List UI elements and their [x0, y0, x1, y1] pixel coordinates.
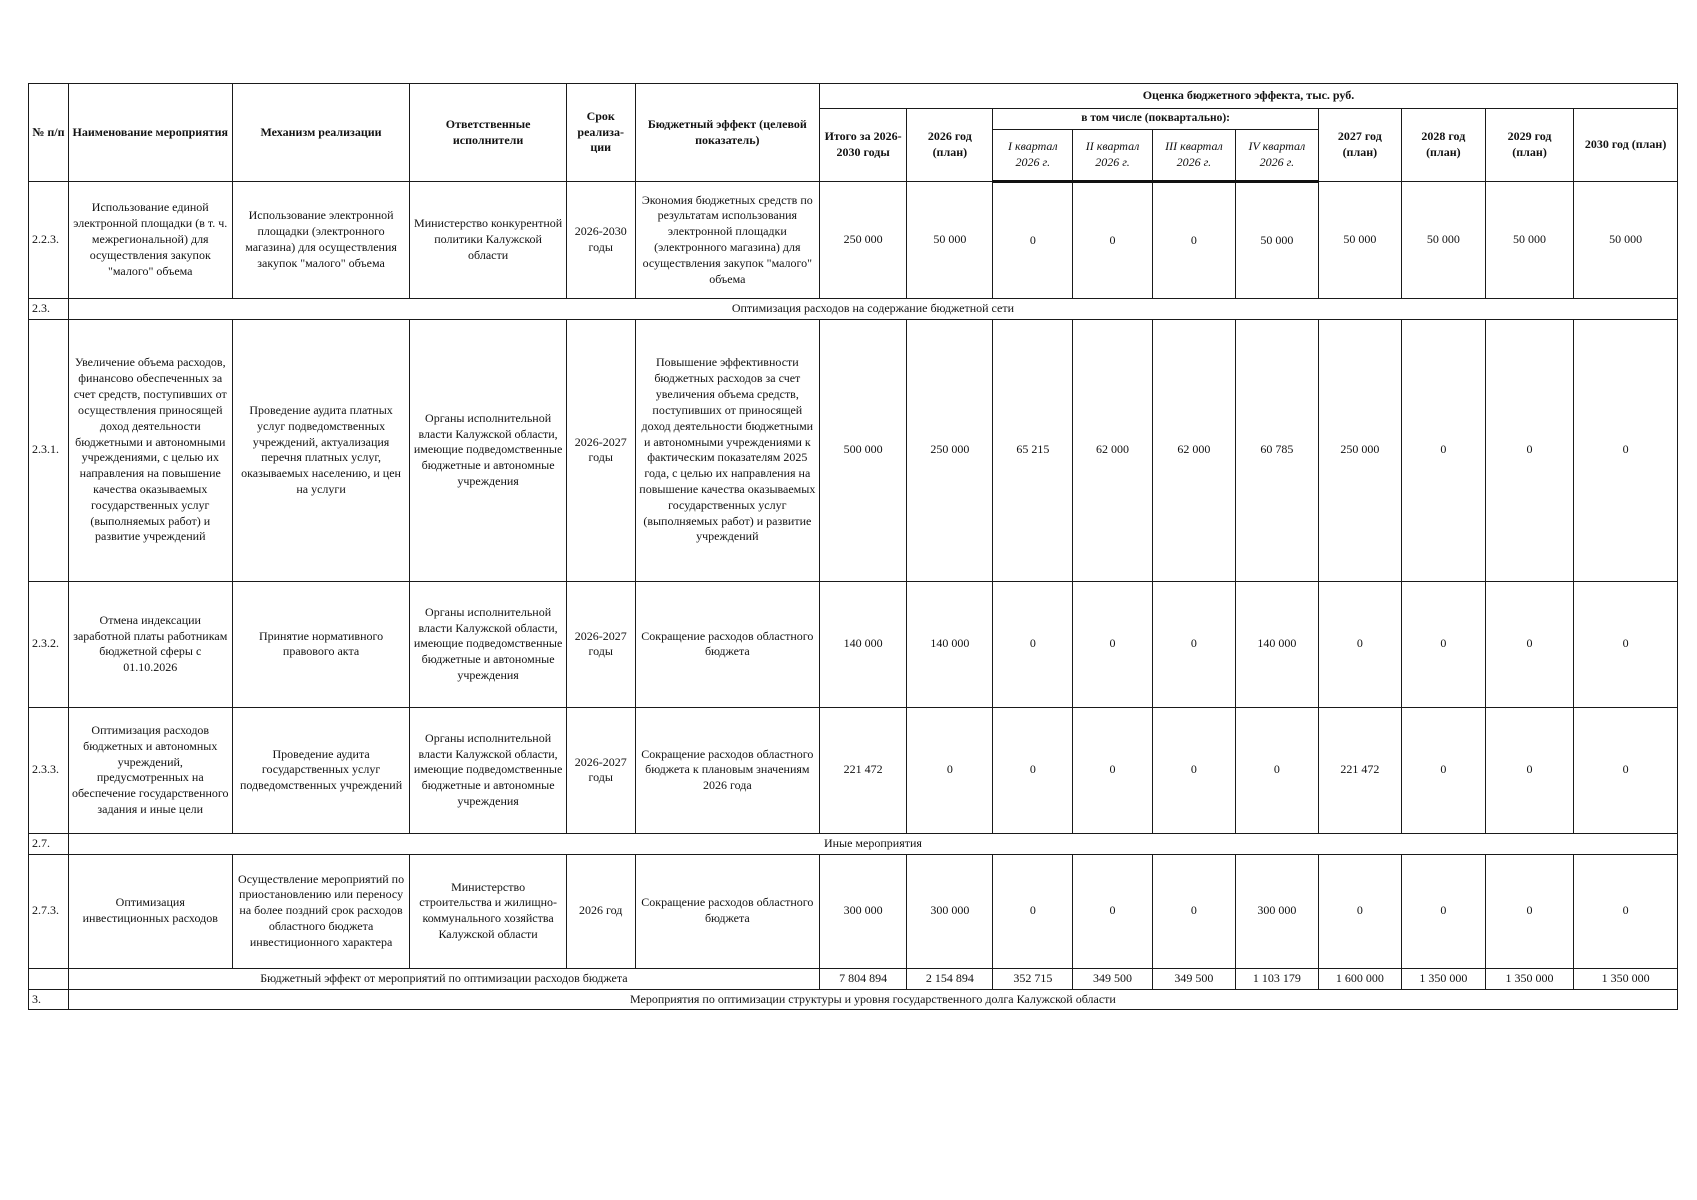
value-2029: 0	[1485, 319, 1573, 581]
table-row	[29, 319, 1678, 581]
header-total: Итого за 2026-2030 годы	[819, 109, 906, 182]
header-2029: 2029 год (план)	[1485, 109, 1573, 182]
value-2027: 50 000	[1318, 182, 1401, 299]
row-code: 2.3.2.	[29, 581, 69, 707]
header-q2: II квартал 2026 г.	[1073, 130, 1153, 182]
value-2029: 0	[1485, 854, 1573, 968]
section-code: 3.	[29, 989, 69, 1010]
row-term: 2026-2030 годы	[566, 182, 635, 299]
table-row	[29, 581, 1678, 707]
value-2026: 140 000	[907, 581, 993, 707]
row-term: 2026 год	[566, 854, 635, 968]
total-value-q3: 349 500	[1152, 968, 1235, 989]
value-q3: 0	[1152, 182, 1235, 299]
total-row	[29, 968, 1678, 989]
value-q3: 0	[1152, 854, 1235, 968]
value-2026: 300 000	[907, 854, 993, 968]
row-responsible: Органы исполнительной власти Калужской области, имеющие подведомственные бюджетные и автономные учреждения	[410, 581, 566, 707]
value-q2: 0	[1073, 581, 1153, 707]
header-q1: I квартал 2026 г.	[993, 130, 1073, 182]
value-q4: 50 000	[1235, 182, 1318, 299]
section-row	[29, 299, 1678, 320]
row-code: 2.3.3.	[29, 707, 69, 833]
row-effect: Сокращение расходов областного бюджета	[635, 854, 819, 968]
value-2029: 0	[1485, 707, 1573, 833]
section-row	[29, 833, 1678, 854]
section-code: 2.7.	[29, 833, 69, 854]
value-total: 250 000	[819, 182, 906, 299]
value-total: 300 000	[819, 854, 906, 968]
header-estimate: Оценка бюджетного эффекта, тыс. руб.	[819, 84, 1677, 109]
value-2026: 0	[907, 707, 993, 833]
header-2028: 2028 год (план)	[1401, 109, 1485, 182]
value-2028: 0	[1401, 854, 1485, 968]
value-2028: 0	[1401, 581, 1485, 707]
row-mechanism: Проведение аудита платных услуг подведомственных учреждений, актуализация перечня платных услуг, оказываемых населению, и цен на услуги	[232, 319, 410, 581]
total-value-q4: 1 103 179	[1235, 968, 1318, 989]
value-2030: 0	[1574, 707, 1678, 833]
row-code: 2.3.1.	[29, 319, 69, 581]
value-total: 221 472	[819, 707, 906, 833]
header-num: № п/п	[29, 84, 69, 182]
total-value-2027: 1 600 000	[1318, 968, 1401, 989]
header-q3: III квартал 2026 г.	[1152, 130, 1235, 182]
header-mechanism: Механизм реализации	[232, 84, 410, 182]
total-value-2029: 1 350 000	[1485, 968, 1573, 989]
value-2030: 0	[1574, 581, 1678, 707]
total-value-2028: 1 350 000	[1401, 968, 1485, 989]
row-name: Отмена индексации заработной платы работникам бюджетной сферы с 01.10.2026	[68, 581, 232, 707]
row-effect: Сокращение расходов областного бюджета	[635, 581, 819, 707]
value-q3: 62 000	[1152, 319, 1235, 581]
value-q2: 0	[1073, 707, 1153, 833]
row-responsible: Министерство строительства и жилищно-коммунального хозяйства Калужской области	[410, 854, 566, 968]
table-row	[29, 707, 1678, 833]
value-q1: 0	[993, 707, 1073, 833]
row-name: Использование единой электронной площадки (в т. ч. межрегиональной) для осуществления закупок "малого" объема	[68, 182, 232, 299]
header-2030: 2030 год (план)	[1574, 109, 1678, 182]
header-q4: IV квартал 2026 г.	[1235, 130, 1318, 182]
value-q2: 62 000	[1073, 319, 1153, 581]
row-mechanism: Использование электронной площадки (электронного магазина) для осуществления закупок "малого" объема	[232, 182, 410, 299]
row-mechanism: Принятие нормативного правового акта	[232, 581, 410, 707]
value-2026: 50 000	[907, 182, 993, 299]
section-code: 2.3.	[29, 299, 69, 320]
row-term: 2026-2027 годы	[566, 581, 635, 707]
header-quarterly: в том числе (поквартально):	[993, 109, 1318, 130]
value-q2: 0	[1073, 182, 1153, 299]
value-q4: 300 000	[1235, 854, 1318, 968]
value-2030: 50 000	[1574, 182, 1678, 299]
value-2028: 50 000	[1401, 182, 1485, 299]
value-q4: 60 785	[1235, 319, 1318, 581]
value-2027: 0	[1318, 854, 1401, 968]
header-term: Срок реализа-ции	[566, 84, 635, 182]
value-q1: 0	[993, 182, 1073, 299]
value-2030: 0	[1574, 319, 1678, 581]
value-q3: 0	[1152, 707, 1235, 833]
value-2026: 250 000	[907, 319, 993, 581]
value-2028: 0	[1401, 707, 1485, 833]
value-total: 500 000	[819, 319, 906, 581]
value-q1: 65 215	[993, 319, 1073, 581]
value-q2: 0	[1073, 854, 1153, 968]
row-effect: Сокращение расходов областного бюджета к плановым значениям 2026 года	[635, 707, 819, 833]
total-value-q2: 349 500	[1073, 968, 1153, 989]
total-value-2026: 2 154 894	[907, 968, 993, 989]
header-2027: 2027 год (план)	[1318, 109, 1401, 182]
value-2027: 221 472	[1318, 707, 1401, 833]
row-name: Оптимизация расходов бюджетных и автономных учреждений, предусмотренных на обеспечение государственного задания и иные цели	[68, 707, 232, 833]
section-row	[29, 989, 1678, 1010]
header-2026: 2026 год (план)	[907, 109, 993, 182]
row-effect: Повышение эффективности бюджетных расходов за счет увеличения объема средств, поступивших от приносящей доход деятельности бюджетными и автономными учреждениями к фактическим показателям 2025 года, с целью их направления на повышение качества оказываемых государственных услуг (выполняемых работ) и развитие учреждений	[635, 319, 819, 581]
section-title: Иные мероприятия	[68, 833, 1677, 854]
row-responsible: Органы исполнительной власти Калужской области, имеющие подведомственные бюджетные и автономные учреждения	[410, 707, 566, 833]
row-name: Увеличение объема расходов, финансово обеспеченных за счет средств, поступивших от осуществления приносящей доход деятельности бюджетными и автономными учреждениями, с целью их направления на повышение качества оказываемых государственных услуг (выполняемых работ) и развитие учреждений	[68, 319, 232, 581]
section-title: Оптимизация расходов на содержание бюджетной сети	[68, 299, 1677, 320]
value-2029: 0	[1485, 581, 1573, 707]
value-q1: 0	[993, 854, 1073, 968]
row-term: 2026-2027 годы	[566, 319, 635, 581]
table-row	[29, 182, 1678, 299]
header-effect: Бюджетный эффект (целевой показатель)	[635, 84, 819, 182]
row-name: Оптимизация инвестиционных расходов	[68, 854, 232, 968]
value-total: 140 000	[819, 581, 906, 707]
row-mechanism: Осуществление мероприятий по приостановлению или переносу на более поздний срок расходов областного бюджета инвестиционного характера	[232, 854, 410, 968]
row-responsible: Органы исполнительной власти Калужской области, имеющие подведомственные бюджетные и автономные учреждения	[410, 319, 566, 581]
value-q1: 0	[993, 581, 1073, 707]
value-2028: 0	[1401, 319, 1485, 581]
row-code: 2.7.3.	[29, 854, 69, 968]
header-name: Наименование мероприятия	[68, 84, 232, 182]
row-effect: Экономия бюджетных средств по результатам использования электронной площадки (электронного магазина) для осуществления закупок "малого" объема	[635, 182, 819, 299]
budget-effect-table	[28, 83, 1678, 1010]
value-2027: 0	[1318, 581, 1401, 707]
row-code: 2.2.3.	[29, 182, 69, 299]
section-title: Мероприятия по оптимизации структуры и уровня государственного долга Калужской области	[68, 989, 1677, 1010]
row-term: 2026-2027 годы	[566, 707, 635, 833]
row-responsible: Министерство конкурентной политики Калужской области	[410, 182, 566, 299]
header-responsible: Ответственные исполнители	[410, 84, 566, 182]
value-2029: 50 000	[1485, 182, 1573, 299]
total-code-cell	[29, 968, 69, 989]
total-value-2030: 1 350 000	[1574, 968, 1678, 989]
row-mechanism: Проведение аудита государственных услуг подведомственных учреждений	[232, 707, 410, 833]
total-value-q1: 352 715	[993, 968, 1073, 989]
value-2030: 0	[1574, 854, 1678, 968]
value-2027: 250 000	[1318, 319, 1401, 581]
value-q3: 0	[1152, 581, 1235, 707]
value-q4: 0	[1235, 707, 1318, 833]
value-q4: 140 000	[1235, 581, 1318, 707]
table-row	[29, 854, 1678, 968]
total-label: Бюджетный эффект от мероприятий по оптимизации расходов бюджета	[68, 968, 819, 989]
total-value-total: 7 804 894	[819, 968, 906, 989]
